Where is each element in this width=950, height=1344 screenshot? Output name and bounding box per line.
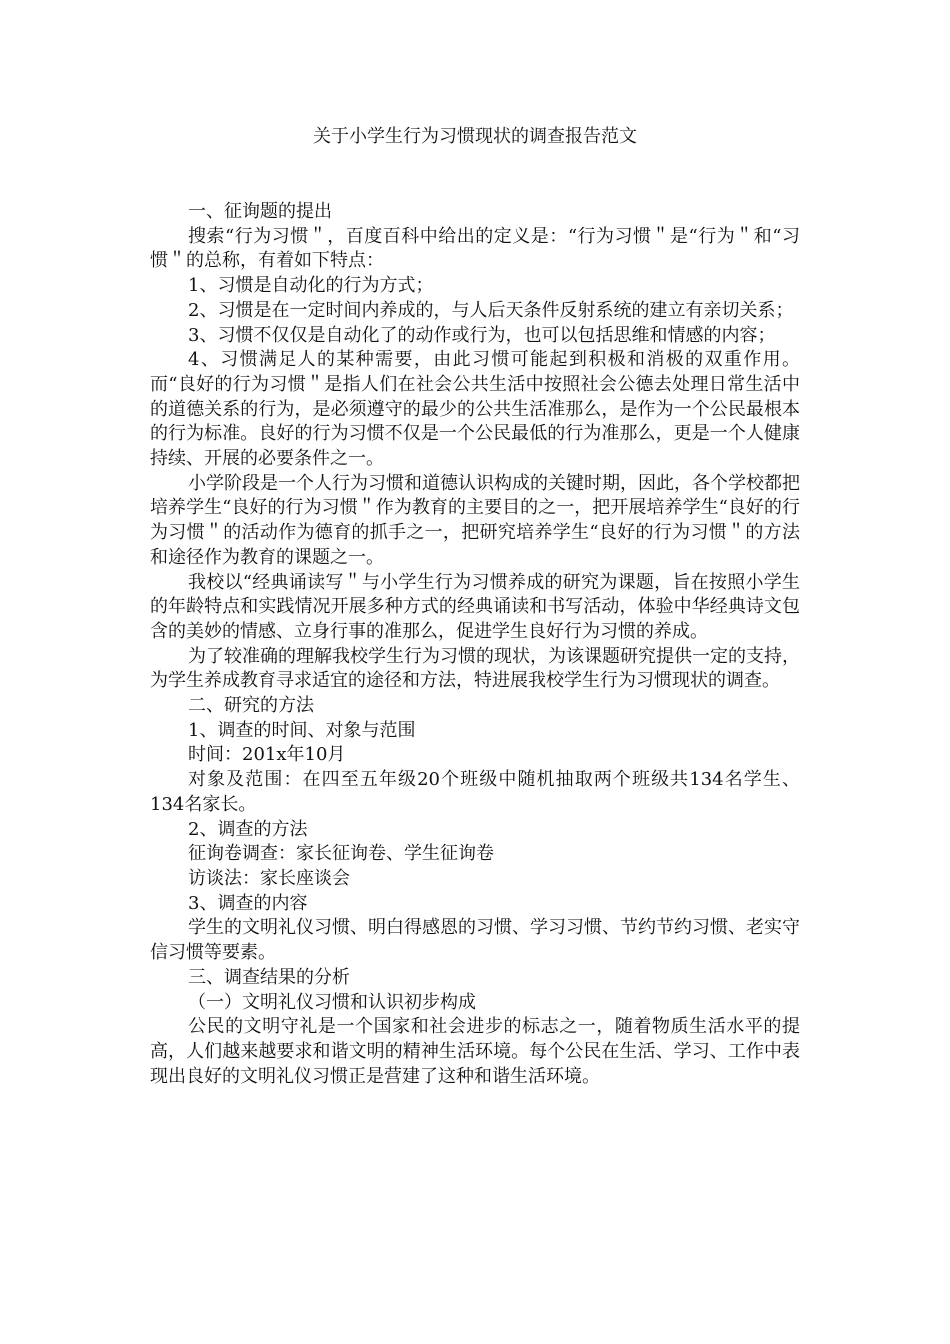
list-item-feature-2: 2、习惯是在一定时间内养成的，与人后天条件反射系统的建立有亲切关系；	[188, 299, 794, 321]
paragraph-interview: 访谈法：家长座谈会	[188, 867, 350, 889]
paragraph-survey-purpose: 为了较准确的理解我校学生行为习惯的现状，为该课题研究提供一定的支持，为学生养成教育寻求适宜的途径和方法，特进展我校学生行为习惯现状的调查。	[150, 645, 800, 692]
paragraph-primary-stage: 小学阶段是一个人行为习惯和道德认识构成的关键时期，因此，各个学校都把培养学生“良好的行为习惯＂作为教育的主要目的之一，把开展培养学生“良好的行为习惯＂的活动作为德育的抓手之一，把研究培养学生“良好的行为习惯＂的方法和途径作为教育的课题之一。	[150, 472, 800, 568]
subheading-etiquette: （一）文明礼仪习惯和认识初步构成	[188, 991, 476, 1013]
paragraph-questionnaire: 征询卷调查：家长征询卷、学生征询卷	[188, 843, 494, 865]
paragraph-school-topic: 我校以“经典诵读写＂与小学生行为习惯养成的研究为课题，旨在按照小学生的年龄特点和实践情况开展多种方式的经典诵读和书写活动，体验中华经典诗文包含的美妙的情感、立身行事的准那么，促进学生良好行为习惯的养成。	[150, 571, 800, 642]
subheading-survey-method: 2、调查的方法	[188, 818, 308, 840]
document-title: 关于小学生行为习惯现状的调查报告范文	[313, 126, 637, 147]
subheading-time-scope: 1、调查的时间、对象与范围	[188, 719, 416, 741]
list-item-feature-4: 4、习惯满足人的某种需要，由此习惯可能起到积极和消极的双重作用。而“良好的行为习惯＂是指人们在社会公共生活中按照社会公德去处理日常生活中的道德关系的行为，是必须遵守的最少的公共生活准那么，是作为一个公民最根本的行为标准。良好的行为习惯不仅是一个公民最低的行为准那么，更是一个人健康持续、开展的必要条件之一。	[150, 349, 800, 470]
paragraph-scope: 对象及范围：在四至五年级20个班级中随机抽取两个班级共134名学生、134名家长。	[150, 769, 800, 815]
section-heading-question: 一、征询题的提出	[188, 201, 332, 222]
section-heading-analysis: 三、调查结果的分析	[188, 966, 350, 988]
paragraph-time: 时间：201x年10月	[188, 744, 346, 766]
paragraph-content: 学生的文明礼仪习惯、明白得感恩的习惯、学习习惯、节约节约习惯、老实守信习惯等要素。	[150, 917, 800, 964]
list-item-feature-3: 3、习惯不仅仅是自动化了的动作或行为，也可以包括思维和情感的内容；	[188, 324, 776, 346]
document-body	[150, 200, 800, 1089]
subheading-survey-content: 3、调查的内容	[188, 892, 308, 914]
list-item-feature-1: 1、习惯是自动化的行为方式；	[188, 275, 434, 297]
paragraph-definition: 搜索“行为习惯＂，百度百科中给出的定义是：“行为习惯＂是“行为＂和“习惯＂的总称，有着如下特点：	[150, 225, 800, 272]
paragraph-etiquette: 公民的文明守礼是一个国家和社会进步的标志之一，随着物质生活水平的提高，人们越来越要求和谐文明的精神生活环境。每个公民在生活、学习、工作中表现出良好的文明礼仪习惯正是营建了这种和谐生活环境。	[150, 1016, 800, 1087]
section-heading-method: 二、研究的方法	[188, 695, 314, 717]
